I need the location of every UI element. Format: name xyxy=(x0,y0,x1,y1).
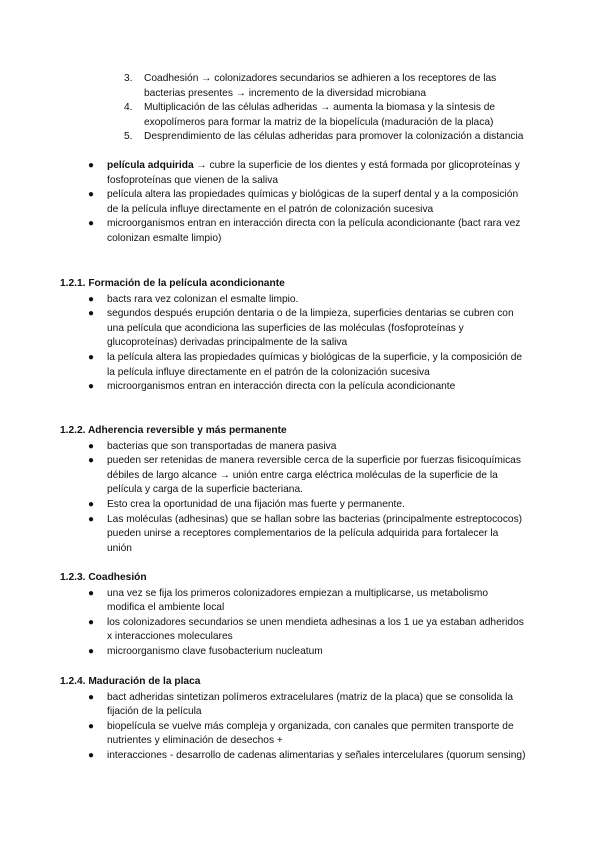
item-text: bact adheridas sintetizan polímeros extracelulares (matriz de la placa) que se consolida la fijación de la película xyxy=(107,691,514,718)
bullet-icon: ● xyxy=(88,616,95,628)
section-1-2-3 xyxy=(0,571,600,660)
item-text: una vez se fija los primeros colonizadores empiezan a multiplicarse, us metabolismo modifica el ambiente local xyxy=(107,587,489,614)
list-item xyxy=(0,188,600,217)
item-text: Esto crea la oportunidad de una fijación mas fuerte y permanente. xyxy=(107,498,405,510)
bullet-icon: ● xyxy=(88,218,95,230)
section-heading: 1.2.4. Maduración de la placa xyxy=(60,676,201,687)
item-text: Desprendimiento de las células adheridas para promover la colonización a distancia xyxy=(144,131,524,143)
item-number: 4. xyxy=(124,102,133,114)
item-text: Coadhesión → colonizadores secundarios se adhieren a los receptores de las bacterias presentes → incremento de la diversidad microbiana xyxy=(144,73,497,99)
bullet-icon: ● xyxy=(88,691,95,703)
list-item xyxy=(0,217,600,246)
numbered-item xyxy=(0,101,600,130)
list-item xyxy=(0,513,600,557)
numbered-item xyxy=(0,130,600,145)
item-text: microorganismo clave fusobacterium nucleatum xyxy=(107,645,323,657)
list-item xyxy=(0,380,600,395)
item-text: pueden ser retenidas de manera reversible cerca de la superficie por fuerzas fisicoquímicas débiles de largo alcance → unión entre carga eléctrica moléculas de la superficie de la película y carga de la superficie bacteriana. xyxy=(107,455,521,496)
bullet-icon: ● xyxy=(88,440,95,452)
list-item xyxy=(0,691,600,720)
section-heading: 1.2.1. Formación de la película acondicionante xyxy=(60,278,285,289)
item-text: biopelícula se vuelve más compleja y organizada, con canales que permiten transporte de nutrientes y eliminación de desechos + xyxy=(107,720,514,747)
section-heading-wrap xyxy=(60,424,600,439)
numbered-list xyxy=(0,72,600,145)
section-heading: 1.2.3. Coadhesión xyxy=(60,572,147,583)
list-item xyxy=(0,440,600,455)
item-text: bacterias que son transportadas de manera pasiva xyxy=(107,440,337,452)
bullet-icon: ● xyxy=(88,160,95,171)
bullet-icon: ● xyxy=(88,189,95,201)
list-item xyxy=(0,645,600,660)
list-item xyxy=(0,454,600,498)
list-item xyxy=(0,498,600,513)
item-text: segundos después erupción dentaria o de la limpieza, superficies dentarias se cubren con una película que acondiciona las superficies de las moléculas (fosfoproteínas y glucoproteínas) derivadas principalmente de la saliva xyxy=(107,308,514,349)
item-text: bacts rara vez colonizan el esmalte limpio. xyxy=(107,293,299,305)
list-item xyxy=(0,293,600,308)
item-number: 3. xyxy=(124,73,133,84)
item-text: Las moléculas (adhesinas) que se hallan sobre las bacterias (principalmente estreptococos) pueden unirse a receptores complementarios de la película adquirida para fortalecer la unión xyxy=(107,513,523,554)
item-text: → cubre la superficie de los dientes y está formada por glicoproteínas y fosfoproteínas que vienen de la saliva xyxy=(107,160,520,186)
item-text: microorganismos entran en interacción directa con la película acondicionante xyxy=(107,381,456,393)
numbered-item xyxy=(0,72,600,101)
section-1-2-2 xyxy=(0,424,600,556)
list-item xyxy=(0,351,600,380)
section-heading-wrap xyxy=(60,277,600,292)
list-item xyxy=(0,307,600,351)
top-bullet-list xyxy=(0,159,600,247)
item-text: los colonizadores secundarios se unen mendieta adhesinas a los 1 ue ya estaban adheridos x interacciones moleculares xyxy=(107,616,524,643)
section-1-2-4 xyxy=(0,675,600,764)
section-1-2-1 xyxy=(0,277,600,395)
item-text: la película altera las propiedades químicas y biológicas de la superficie, y la composición de la película influye directamente en el patrón de la colonización sucesiva xyxy=(107,351,523,378)
list-item xyxy=(0,159,600,188)
bullet-icon: ● xyxy=(88,381,95,393)
bullet-icon: ● xyxy=(88,720,95,732)
section-heading-wrap xyxy=(60,675,600,690)
bullet-icon: ● xyxy=(88,455,95,467)
item-number: 5. xyxy=(124,131,133,143)
bold-term: película adquirida xyxy=(107,160,194,171)
list-item xyxy=(0,587,600,616)
section-heading: 1.2.2. Adherencia reversible y más permanente xyxy=(60,425,287,436)
bullet-icon: ● xyxy=(88,308,95,320)
bullet-icon: ● xyxy=(88,351,95,363)
bullet-icon: ● xyxy=(88,513,95,525)
item-text: película altera las propiedades químicas y biológicas de la superf dental y a la composición de la película influye directamente en el patrón de colonización sucesiva xyxy=(107,189,519,215)
item-text: Multiplicación de las células adheridas → aumenta la biomasa y la síntesis de exopolímeros para formar la matriz de la biopelícula (maduración de la placa) xyxy=(144,102,496,128)
item-text: interacciones - desarrollo de cadenas alimentarias y señales intercelulares (quorum sensing) xyxy=(107,749,526,761)
list-item xyxy=(0,749,600,764)
bullet-icon: ● xyxy=(88,645,95,657)
list-item xyxy=(0,616,600,645)
section-heading-wrap xyxy=(60,571,600,586)
list-item xyxy=(0,720,600,749)
item-text: microorganismos entran en interacción directa con la película acondicionante (bact rara vez colonizan esmalte limpio) xyxy=(107,218,521,244)
bullet-icon: ● xyxy=(88,498,95,510)
bullet-icon: ● xyxy=(88,293,95,305)
bullet-icon: ● xyxy=(88,587,95,599)
bullet-icon: ● xyxy=(88,749,95,761)
